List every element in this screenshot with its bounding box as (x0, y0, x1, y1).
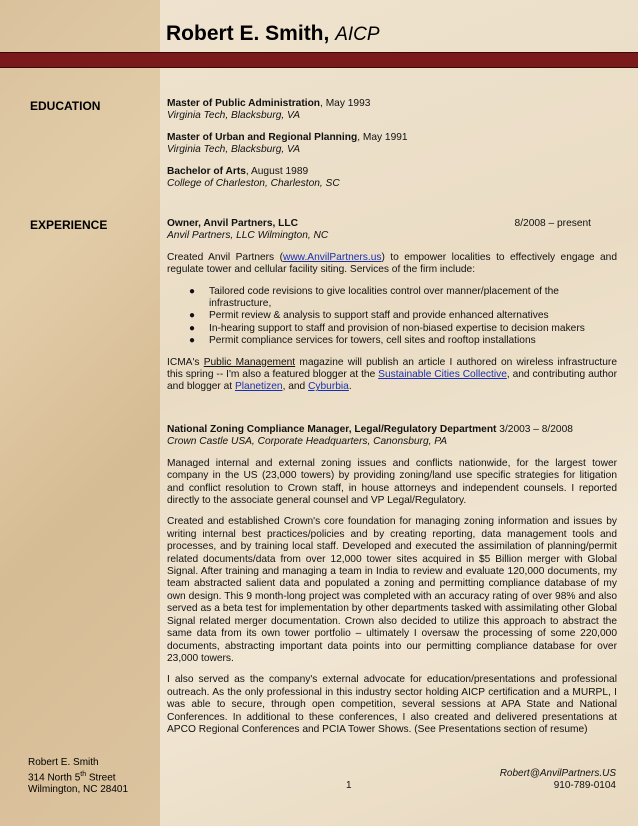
bullet-icon: ● (189, 335, 196, 347)
credential: AICP (335, 24, 380, 45)
degree: Master of Urban and Regional Planning (167, 131, 358, 143)
publications-paragraph (167, 357, 617, 394)
job-description: Created and established Crown's core foundation for managing zoning information and issues by writing internal best practices/policies and by creating reporting, data management tools and processes, and by training local staff. Developed and executed the assimilation of planning/permit related documents/data from over 12,000 tower sites acquired in $5 Billion merger with Global Signal. After training and managing a team in India to review and evaluate 120,000 documents, my team abstracted salient data and populated a zoning and permitting compliance database of my own design. This 9 month-long project was completed with an accuracy rating of over 98% and also served as a beta test for implementation by other departments tasked with assimilating other Global Signal related merger documentation. Crown also decided to utilize this approach to abstract the same data from its own tower portfolio – ultimately I oversaw the processing of some 220,000 documents, abstracting important data points into our permitting compliance database for over 23,000 towers. (167, 516, 617, 664)
text-run: 314 North 5 (28, 772, 81, 784)
services-list (167, 286, 617, 348)
school: Virginia Tech, Blacksburg, VA (167, 110, 301, 122)
list-item-text: Tailored code revisions to give localities control over manner/placement of the infrastructure, (209, 285, 559, 310)
list-item-text: Permit compliance services for towers, cell sites and rooftop installations (209, 335, 536, 347)
sidebar-background (0, 0, 160, 826)
page-title (166, 22, 380, 46)
full-name: Robert E. Smith, (166, 22, 330, 45)
footer-phone: 910-789-0104 (553, 780, 616, 791)
text-run: th (80, 771, 87, 778)
degree-date: , May 1993 (320, 98, 371, 109)
footer-city: Wilmington, NC 28401 (28, 784, 129, 796)
bullet-icon: ● (189, 285, 196, 297)
footer-name: Robert E. Smith (28, 757, 99, 768)
degree: Bachelor of Arts (167, 165, 246, 177)
list-item-text: Permit review & analysis to support staff and provide enhanced alternatives (209, 310, 549, 322)
education-list (167, 98, 617, 190)
list-item (167, 323, 617, 335)
sustainable-cities-link[interactable]: Sustainable Cities Collective (378, 369, 507, 381)
header-divider (0, 52, 638, 68)
bullet-icon: ● (189, 322, 196, 334)
school: Virginia Tech, Blacksburg, VA (167, 144, 301, 156)
text-run: magazine will publish an article I authored on wireless infrastructure this spring -- I'm also a featured blogger at the (167, 356, 617, 381)
public-management-link[interactable]: Public Management (203, 356, 296, 368)
text-run: Street (86, 772, 116, 784)
bullet-icon: ● (189, 310, 196, 322)
education-entry (167, 98, 617, 123)
text-run: ICMA's (167, 356, 204, 368)
list-item (167, 335, 617, 347)
education-entry (167, 132, 617, 157)
job-organization: Anvil Partners, LLC Wilmington, NC (167, 230, 329, 242)
text-run: . (348, 381, 352, 393)
text-run: , and contributing author and blogger at (167, 369, 617, 393)
job-description (167, 252, 617, 277)
list-item-text: In-hearing support to staff and provision of non-biased expertise to decision makers (209, 322, 585, 334)
anvil-partners-link[interactable]: www.AnvilPartners.us (282, 251, 382, 263)
job-owner-anvil (167, 218, 617, 394)
footer-street (28, 769, 128, 784)
text-run: , and (282, 381, 309, 393)
degree: Master of Public Administration (167, 98, 321, 109)
text-run: ) to empower localities to effectively engage and regulate tower and cellular facility siting. Services of the firm include: (167, 251, 617, 276)
job-dates: 8/2008 – present (514, 218, 591, 229)
job-title: National Zoning Compliance Manager, Legal/Regulatory Department (167, 424, 497, 435)
list-item (167, 286, 617, 311)
cyburbia-link[interactable]: Cyburbia (308, 381, 349, 393)
footer-address (28, 757, 128, 796)
section-label-education: EDUCATION (30, 99, 101, 113)
page-number: 1 (346, 780, 352, 791)
job-title: Owner, Anvil Partners, LLC (167, 218, 298, 229)
text-run: Created Anvil Partners ( (167, 251, 283, 263)
education-entry (167, 166, 617, 191)
job-dates: 3/2003 – 8/2008 (496, 424, 573, 435)
footer-email: Robert@AnvilPartners.US (499, 768, 616, 779)
planetizen-link[interactable]: Planetizen (234, 381, 283, 393)
job-crown-castle (167, 424, 617, 736)
section-label-experience: EXPERIENCE (30, 218, 108, 232)
footer-contact (500, 768, 616, 792)
job-organization: Crown Castle USA, Corporate Headquarters, Canonsburg, PA (167, 436, 448, 448)
degree-date: , August 1989 (245, 165, 309, 177)
job-description: Managed internal and external zoning issues and conflicts nationwide, for the largest tower company in the US (23,000 towers) by providing zoning/land use specific strategies for litigation and conflict resolution to Crown staff, in house attorneys and independent counsels. I reported directly to the associate general counsel and VP Legal/Regulatory. (167, 457, 617, 507)
school: College of Charleston, Charleston, SC (167, 178, 340, 190)
degree-date: , May 1991 (357, 131, 408, 143)
job-description: I also served as the company's external advocate for education/presentations and professional outreach. As the only professional in this industry sector holding AICP certification and a MURPL, I was able to secure, through open competition, several sessions at APA State and National Conferences. In additional to these conferences, I also created and delivered presentations at APCO Regional Conferences and PCIA Tower Shows. (See Presentations section of resume) (167, 674, 617, 735)
list-item (167, 310, 617, 322)
